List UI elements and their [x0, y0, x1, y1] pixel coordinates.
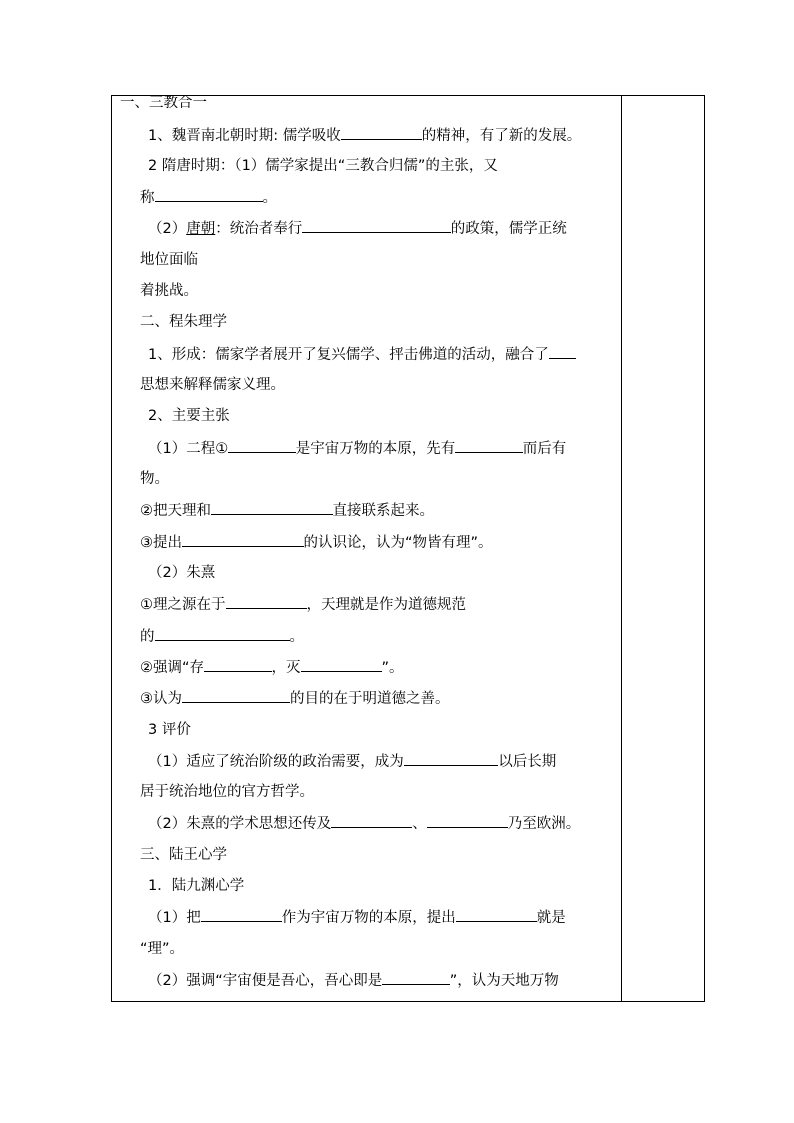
text-segment: 的认识论，认为“物皆有理”。 — [303, 535, 493, 551]
text-line — [140, 594, 466, 615]
text-line — [140, 845, 227, 865]
text-segment: （2） — [148, 221, 187, 237]
fill-in-blank — [211, 500, 333, 515]
fill-in-blank — [404, 751, 499, 766]
text-segment: 的精神，有了新的发展。 — [421, 128, 582, 144]
text-line — [148, 751, 556, 772]
fill-in-blank — [301, 657, 382, 672]
text-segment: 是宇宙万物的本原，先有 — [295, 441, 456, 457]
text-segment: 物。 — [140, 471, 169, 487]
text-segment: ”。 — [381, 660, 404, 676]
fill-in-blank — [427, 813, 508, 828]
fill-in-blank — [549, 344, 576, 359]
text-line — [148, 344, 576, 365]
text-line — [140, 469, 169, 489]
text-segment: 的目的在于明道德之善。 — [290, 691, 450, 707]
fill-in-blank — [182, 688, 290, 703]
fill-in-blank — [331, 813, 412, 828]
text-segment: 就是 — [536, 910, 566, 926]
text-line — [148, 125, 581, 146]
text-segment: （2）强调“宇宙便是吾心，吾心即是 — [148, 973, 383, 989]
text-segment: ②把天理和 — [140, 503, 211, 519]
text-line — [140, 312, 227, 332]
text-segment: 居于统治地位的官方哲学。 — [140, 784, 314, 800]
text-segment: ：统治者奉行 — [215, 221, 303, 237]
fill-in-blank — [456, 907, 537, 922]
text-line — [140, 657, 404, 678]
text-segment: ，灭 — [271, 660, 301, 676]
text-line — [120, 96, 207, 113]
fill-in-blank — [155, 626, 290, 641]
text-segment: （1）把 — [148, 910, 201, 926]
text-segment: ①理之源在于 — [140, 597, 226, 613]
text-segment: 1、形成：儒家学者展开了复兴儒学、抨击佛道的活动，融合了 — [148, 347, 549, 363]
text-line — [148, 876, 244, 896]
text-segment: 。 — [289, 629, 304, 645]
text-segment: 乃至欧洲。 — [507, 816, 581, 832]
text-line — [148, 813, 580, 834]
text-line — [140, 375, 285, 395]
text-segment: （2）朱熹的学术思想还传及 — [148, 816, 332, 832]
text-line — [140, 782, 314, 802]
text-segment: 二、程朱理学 — [140, 314, 227, 330]
text-segment: “理”。 — [140, 941, 185, 957]
text-line — [148, 720, 191, 740]
text-line — [140, 250, 198, 270]
text-segment: 2、主要主张 — [148, 408, 230, 424]
text-line — [148, 438, 566, 459]
underlined-text: 唐朝 — [186, 221, 216, 237]
text-segment: 的政策，儒学正统 — [450, 221, 567, 237]
text-segment: 三、陆王心学 — [140, 847, 227, 863]
text-segment: 而后有 — [522, 441, 567, 457]
text-segment: （2）朱熹 — [148, 565, 216, 581]
text-segment: ②强调“存 — [140, 660, 205, 676]
fill-in-blank — [302, 218, 451, 233]
text-segment: （1）二程① — [148, 441, 229, 457]
text-segment: ”，认为天地万物 — [449, 973, 559, 989]
text-segment: 1、魏晋南北朝时期: 儒学吸收 — [148, 128, 341, 144]
text-line — [148, 563, 215, 583]
fill-in-blank — [155, 187, 263, 202]
text-line — [148, 218, 567, 239]
text-segment: 2 隋唐时期：（1）儒学家提出“三教合归儒”的主张，又 — [148, 158, 498, 174]
text-segment: ③认为 — [140, 691, 182, 707]
text-segment: 的 — [140, 629, 155, 645]
worksheet-table — [111, 95, 705, 1002]
column-divider — [621, 96, 622, 1001]
text-segment: 称 — [140, 190, 155, 206]
text-segment: 。 — [262, 190, 277, 206]
text-line — [140, 500, 434, 521]
text-segment: 3 评价 — [148, 722, 191, 738]
text-segment: （1）适应了统治阶级的政治需要，成为 — [148, 754, 404, 770]
text-segment: 以后长期 — [498, 754, 557, 770]
text-line — [148, 907, 566, 928]
text-segment: 一、三教合一 — [120, 96, 207, 111]
text-line — [140, 626, 304, 647]
text-segment: 地位面临 — [140, 252, 198, 268]
fill-in-blank — [182, 532, 304, 547]
text-segment: 直接联系起来。 — [332, 503, 434, 519]
notes-column — [112, 96, 621, 1001]
text-segment: 1．陆九渊心学 — [148, 878, 245, 894]
fill-in-blank — [341, 125, 422, 140]
fill-in-blank — [201, 907, 282, 922]
text-line — [140, 187, 277, 208]
fill-in-blank — [382, 970, 450, 985]
text-segment: 思想来解释儒家义理。 — [140, 377, 285, 393]
text-line — [148, 970, 559, 991]
fill-in-blank — [455, 438, 523, 453]
text-line — [140, 281, 198, 301]
fill-in-blank — [226, 594, 307, 609]
fill-in-blank — [228, 438, 296, 453]
text-line — [140, 532, 493, 553]
text-segment: 着挑战。 — [140, 283, 198, 299]
text-line — [140, 688, 450, 709]
text-line — [148, 406, 230, 426]
text-segment: 、 — [412, 816, 427, 832]
text-segment: ，天理就是作为道德规范 — [306, 597, 466, 613]
fill-in-blank — [204, 657, 272, 672]
text-segment: ③提出 — [140, 535, 182, 551]
text-line — [148, 156, 498, 176]
text-line — [140, 939, 184, 959]
text-segment: 作为宇宙万物的本原，提出 — [281, 910, 456, 926]
